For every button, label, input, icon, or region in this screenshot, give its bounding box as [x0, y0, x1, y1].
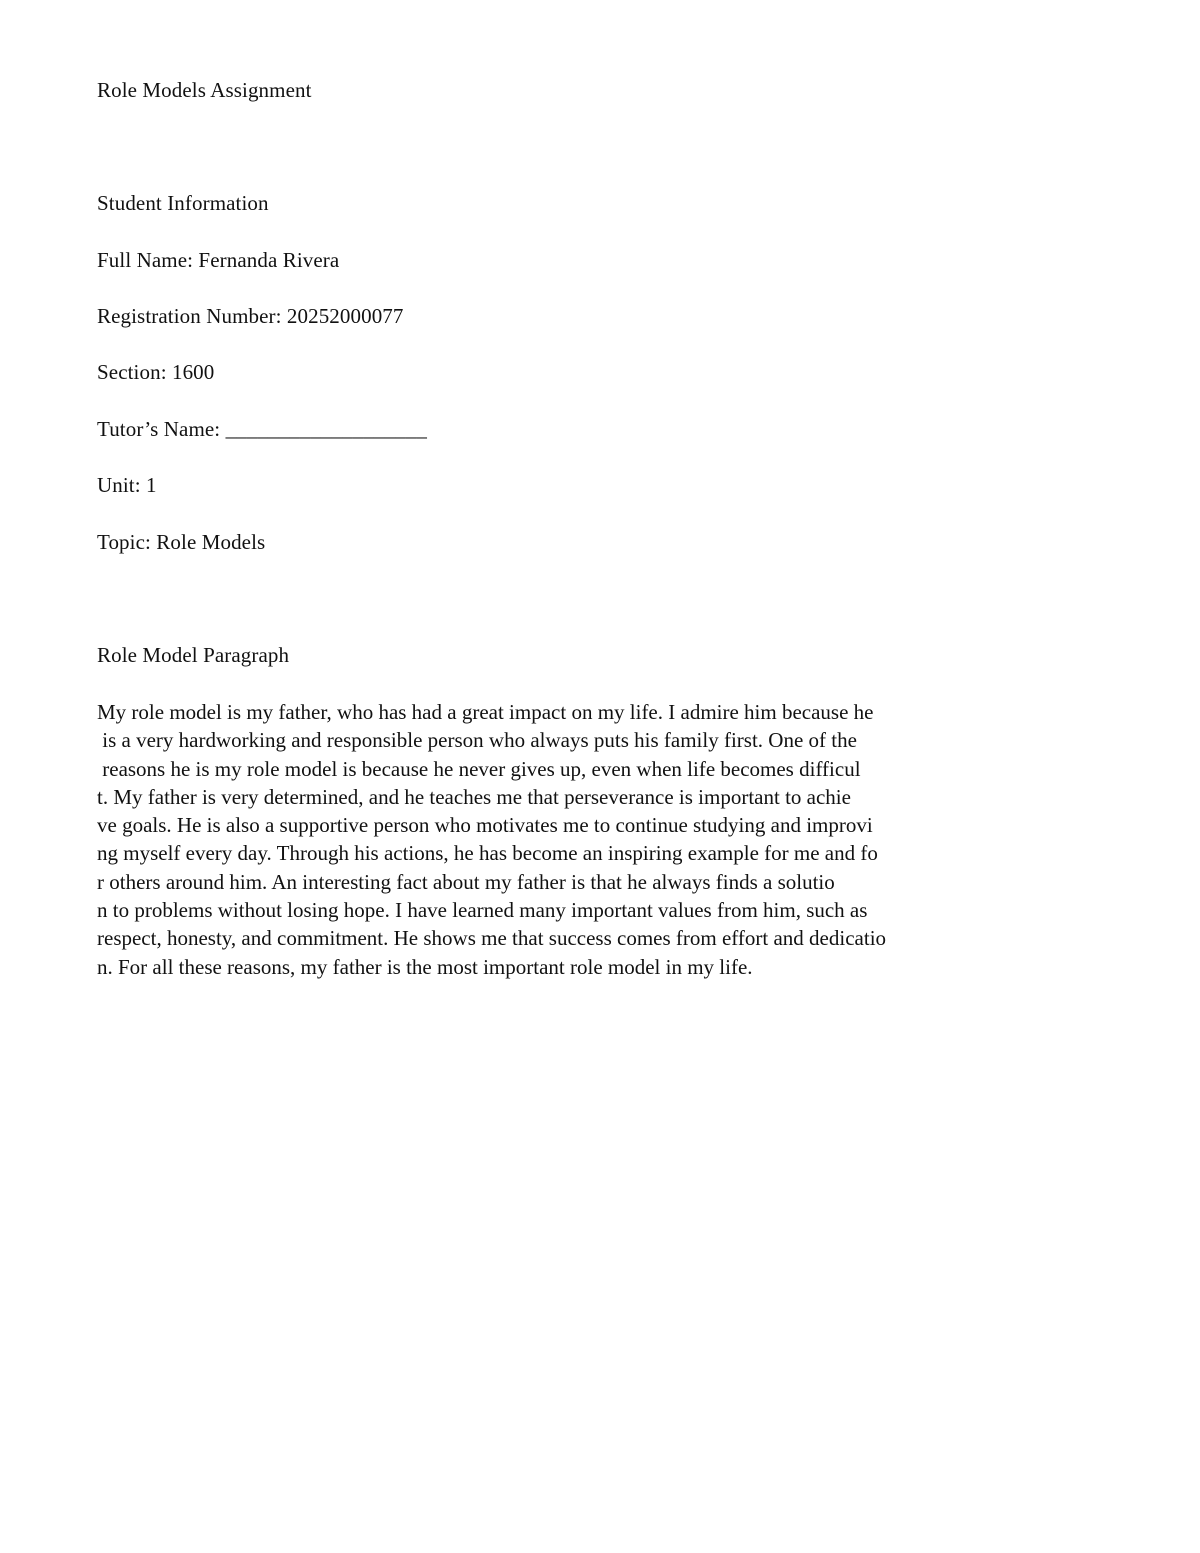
- section-line: Section: 1600: [97, 360, 215, 384]
- paragraph-line: ng myself every day. Through his actions, he has become an inspiring example for me and fo: [97, 841, 878, 866]
- full-name-line: Full Name: Fernanda Rivera: [97, 248, 340, 272]
- paragraph-line: ve goals. He is also a supportive person who motivates me to continue studying and improvi: [97, 813, 873, 838]
- paragraph-line: n to problems without losing hope. I have learned many important values from him, such as: [97, 898, 868, 923]
- registration-number-line: Registration Number: 20252000077: [97, 304, 404, 328]
- paragraph-line: is a very hardworking and responsible person who always puts his family first. One of the: [97, 728, 857, 753]
- paragraph-line: My role model is my father, who has had a great impact on my life. I admire him because he: [97, 700, 874, 724]
- paragraph-line: r others around him. An interesting fact about my father is that he always finds a solutio: [97, 869, 835, 894]
- document-title: Role Models Assignment: [97, 78, 312, 102]
- paragraph-line: t. My father is very determined, and he teaches me that perseverance is important to achie: [97, 784, 851, 809]
- paragraph-line: respect, honesty, and commitment. He shows me that success comes from effort and dedicatio: [97, 926, 887, 951]
- paragraph-heading: Role Model Paragraph: [97, 643, 290, 667]
- unit-line: Unit: 1: [97, 473, 157, 497]
- student-info-heading: Student Information: [97, 191, 269, 215]
- topic-line: Topic: Role Models: [97, 530, 266, 554]
- paragraph-line: n. For all these reasons, my father is the most important role model in my life.: [97, 954, 753, 979]
- paragraph-line: reasons he is my role model is because he never gives up, even when life becomes difficul: [97, 756, 861, 781]
- role-model-paragraph: [97, 698, 886, 981]
- tutor-name-line: Tutor’s Name: ___________________: [97, 417, 427, 441]
